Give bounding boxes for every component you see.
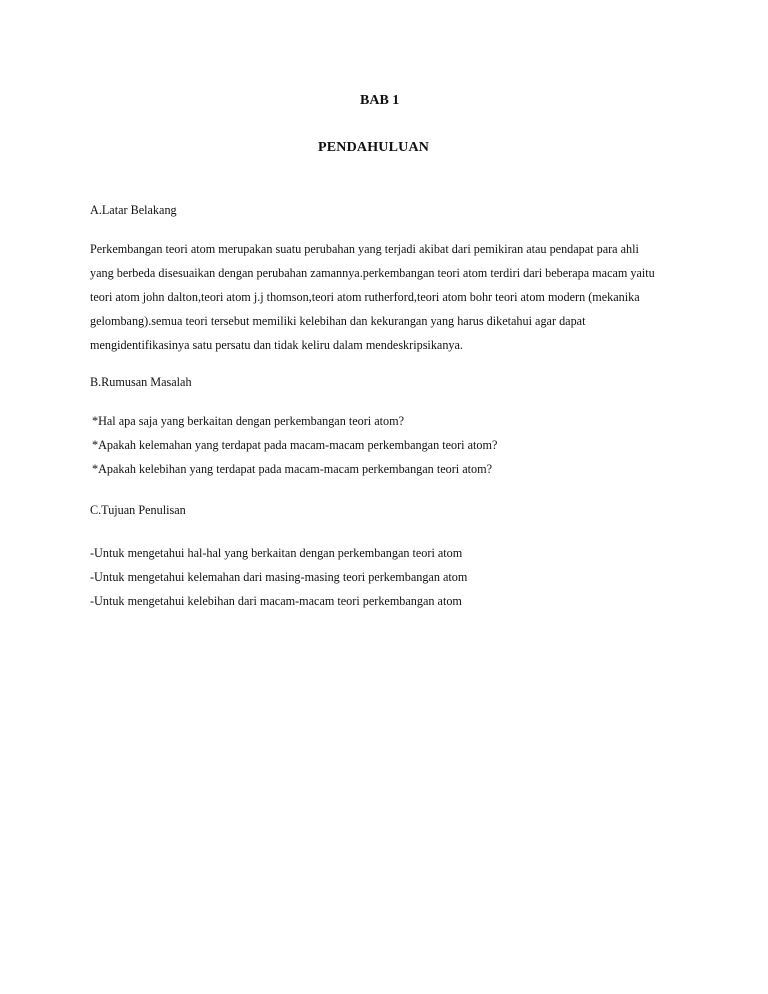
section-c-heading: C.Tujuan Penulisan [90,503,186,517]
page-title: PENDAHULUAN [318,140,430,155]
section-a-line-5: mengidentifikasinya satu persatu dan tidak keliru dalam mendeskripsikanya. [90,338,463,352]
section-c-item-3: -Untuk mengetahui kelebihan dari macam-macam teori perkembangan atom [90,594,462,608]
section-c-item-2: -Untuk mengetahui kelemahan dari masing-masing teori perkembangan atom [90,570,468,584]
chapter-label: BAB 1 [360,93,400,108]
section-b-item-3: *Apakah kelebihan yang terdapat pada macam-macam perkembangan teori atom? [92,462,492,476]
section-b-item-2: *Apakah kelemahan yang terdapat pada macam-macam perkembangan teori atom? [92,438,498,452]
section-a-line-3: teori atom john dalton,teori atom j.j thomson,teori atom rutherford,teori atom bohr teori atom modern (mekanika [90,290,640,304]
section-a-heading: A.Latar Belakang [90,203,177,217]
section-a-line-2: yang berbeda disesuaikan dengan perubahan zamannya.perkembangan teori atom terdiri dari beberapa macam yaitu [90,266,655,280]
section-b-item-1: *Hal apa saja yang berkaitan dengan perkembangan teori atom? [92,414,405,428]
section-c-item-1: -Untuk mengetahui hal-hal yang berkaitan dengan perkembangan teori atom [90,546,463,560]
section-a-line-4: gelombang).semua teori tersebut memiliki kelebihan dan kekurangan yang harus diketahui agar dapat [90,314,586,328]
section-a-line-1: Perkembangan teori atom merupakan suatu perubahan yang terjadi akibat dari pemikiran atau pendapat para ahli [90,242,639,256]
section-b-heading: B.Rumusan Masalah [90,375,192,389]
